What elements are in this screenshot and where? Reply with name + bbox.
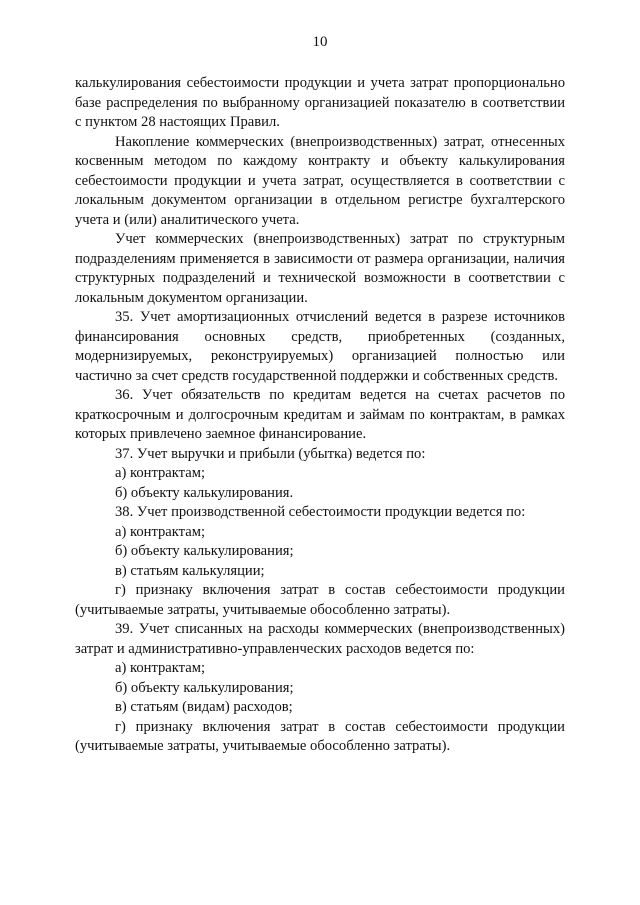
list-item-39b: б) объекту калькулирования; [115,679,294,696]
paragraph-commercial-costs-accumulation: Накопление коммерческих (внепроизводственных) затрат, отнесенных косвенным методом по каждому контракту и объекту калькулирования себестоимости продукции и учета затрат, осуществляется в соответствии с локальным документом организации в отдельном регистре бухгалтерского учета и (или) аналитического учета. [75,133,565,228]
list-item-38b: б) объекту калькулирования; [115,543,294,559]
paragraph-continuation: калькулирования себестоимости продукции и учета затрат пропорционально базе распределения по выбранному организацией показателю в соответствии с пунктом 28 настоящих Правил. [75,75,565,130]
page-number: 10 [312,34,328,50]
list-item-39d: г) признаку включения затрат в состав себестоимости продукции (учитываемые затраты, учитываемые обособленно затраты). [75,718,565,754]
list-item-37b: б) объекту калькулирования. [115,484,294,501]
paragraph-commercial-costs-by-division: Учет коммерческих (внепроизводственных) затрат по структурным подразделениям применяется в зависимости от размера организации, наличия структурных подразделений и технической возможности в соответствии с локальным документом организации. [75,231,565,306]
list-item-38c: в) статьям калькуляции; [115,562,265,579]
list-item-38d: г) признаку включения затрат в состав себестоимости продукции (учитываемые затраты, учитываемые обособленно затраты). [75,582,565,618]
list-item-37a: а) контрактам; [115,465,205,481]
list-item-39c: в) статьям (видам) расходов; [115,699,293,715]
paragraph-38: 38. Учет производственной себестоимости продукции ведется по: [115,504,526,520]
document-body [75,74,565,757]
list-item-38a: а) контрактам; [115,523,205,540]
paragraph-37: 37. Учет выручки и прибыли (убытка) ведется по: [115,445,426,462]
list-item-39a: а) контрактам; [115,660,205,676]
paragraph-36: 36. Учет обязательств по кредитам ведется на счетах расчетов по краткосрочным и долгосрочным кредитам и займам по контрактам, в рамках которых привлечено заемное финансирование. [75,387,565,442]
paragraph-35: 35. Учет амортизационных отчислений ведется в разрезе источников финансирования основных средств, приобретенных (созданных, модернизируемых, реконструируемых) организацией полностью или частично за счет средств государственной поддержки и собственных средств. [75,309,565,384]
paragraph-39: 39. Учет списанных на расходы коммерческих (внепроизводственных) затрат и административно-управленческих расходов ведется по: [75,621,565,657]
